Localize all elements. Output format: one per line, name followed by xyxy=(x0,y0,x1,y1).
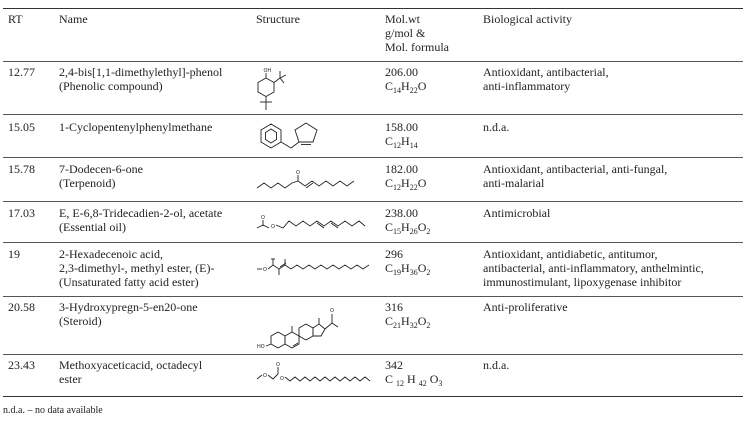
formula-part: O xyxy=(417,314,427,328)
formula-part: 14 xyxy=(393,86,402,95)
formula-part: 14 xyxy=(409,141,418,150)
name-line: (Unsaturated fatty acid ester) xyxy=(59,275,199,289)
bio-line: antibacterial, anti-inflammatory, anthelmintic, xyxy=(483,261,704,275)
molwt-value: 296 xyxy=(385,247,403,261)
name-line: ester xyxy=(59,372,82,386)
rt-cell: 15.78 xyxy=(8,162,35,176)
header-structure: Structure xyxy=(256,12,300,26)
bio-line: Antioxidant, antidiabetic, antitumor, xyxy=(483,247,658,261)
o-label: O xyxy=(261,215,265,221)
molwt-cell xyxy=(385,206,430,234)
formula-part: O xyxy=(426,372,439,386)
mol-formula xyxy=(385,314,430,328)
mol-formula xyxy=(385,79,426,93)
o-label: O xyxy=(263,373,267,379)
mol-formula xyxy=(385,134,418,148)
mol-formula xyxy=(385,220,430,234)
molwt-cell xyxy=(385,358,442,386)
bio-line: Antimicrobial xyxy=(483,206,551,220)
formula-part: 12 xyxy=(393,183,402,192)
molwt-cell xyxy=(385,162,426,190)
name-line: (Essential oil) xyxy=(59,220,126,234)
o-label: O xyxy=(280,376,284,382)
mol-formula xyxy=(385,372,442,386)
rt-cell: 23.43 xyxy=(8,358,35,372)
rt-cell: 19 xyxy=(8,247,20,261)
name-cell xyxy=(59,206,222,234)
formula-part: H xyxy=(404,372,419,386)
header-molwt xyxy=(385,12,449,54)
name-line: 2,3-dimethyl-, methyl ester, (E)- xyxy=(59,261,215,275)
bio-line: immunostimulant, lipoxygenase inhibitor xyxy=(483,275,682,289)
formula-part: 21 xyxy=(393,321,402,330)
formula-part: 3 xyxy=(438,379,443,388)
structure-phenol xyxy=(254,64,294,112)
table-bottom-rule xyxy=(3,396,743,397)
table-top-rule xyxy=(3,8,743,9)
name-line: 1-Cyclopentenylphenylmethane xyxy=(59,120,213,134)
name-line: Methoxyaceticacid, octadecyl xyxy=(59,358,203,372)
name-line: (Phenolic compound) xyxy=(59,79,163,93)
formula-part: C xyxy=(385,176,394,190)
formula-part: 19 xyxy=(393,268,402,277)
formula-part: 22 xyxy=(409,183,418,192)
formula-part: H xyxy=(401,134,410,148)
formula-part: 2 xyxy=(426,268,431,277)
molwt-cell xyxy=(385,247,430,275)
molwt-value: 158.00 xyxy=(385,120,418,134)
name-line: 2,4-bis[1,1-dimethylethyl]-phenol xyxy=(59,65,223,79)
formula-part: 12 xyxy=(396,379,405,388)
name-cell xyxy=(59,247,214,289)
structure-steroid xyxy=(254,298,354,354)
structure-hexadecenoate xyxy=(255,255,371,281)
formula-part: 42 xyxy=(418,379,427,388)
header-molwt-line: Mol. formula xyxy=(385,40,449,54)
bio-line: n.d.a. xyxy=(483,120,510,134)
name-line: E, E-6,8-Tridecadien-2-ol, acetate xyxy=(59,206,223,220)
bio-cell xyxy=(483,358,509,372)
o-label: O xyxy=(263,267,267,273)
molwt-value: 182.00 xyxy=(385,162,418,176)
formula-part: 2 xyxy=(426,227,431,236)
table-footnote: n.d.a. – no data available xyxy=(3,405,103,416)
bio-cell xyxy=(483,120,509,134)
o-label: O xyxy=(271,224,275,230)
o-label: O xyxy=(330,308,334,314)
name-cell xyxy=(59,162,143,190)
formula-part: 2 xyxy=(426,321,431,330)
name-cell xyxy=(59,120,212,134)
formula-part: 12 xyxy=(393,141,402,150)
mol-formula xyxy=(385,261,430,275)
header-molwt-line: Mol.wt xyxy=(385,12,421,26)
molwt-value: 238.00 xyxy=(385,206,418,220)
bio-cell xyxy=(483,65,609,93)
formula-part: O xyxy=(417,261,427,275)
formula-part: 22 xyxy=(409,86,418,95)
formula-part: H xyxy=(401,79,410,93)
bio-line: anti-malarial xyxy=(483,176,545,190)
header-bio: Biological activity xyxy=(483,12,572,26)
formula-part: O xyxy=(417,79,427,93)
formula-part: 32 xyxy=(409,321,418,330)
oh-label: OH xyxy=(263,68,272,74)
structure-cyclopentenyl xyxy=(257,118,325,154)
rt-cell: 20.58 xyxy=(8,300,35,314)
formula-part: O xyxy=(417,176,427,190)
row-divider xyxy=(3,114,743,115)
bio-line: Anti-proliferative xyxy=(483,300,568,314)
name-line: (Terpenoid) xyxy=(59,176,116,190)
name-cell xyxy=(59,358,202,386)
molwt-value: 206.00 xyxy=(385,65,418,79)
o-label: O xyxy=(276,362,280,368)
bio-line: anti-inflammatory xyxy=(483,79,571,93)
molwt-value: 342 xyxy=(385,358,403,372)
header-molwt-line: g/mol & xyxy=(385,26,426,40)
bio-line: Antioxidant, antibacterial, xyxy=(483,65,609,79)
formula-part: C xyxy=(385,220,394,234)
rt-cell: 17.03 xyxy=(8,206,35,220)
formula-part: H xyxy=(401,220,410,234)
name-cell xyxy=(59,300,198,328)
header-bottom-rule xyxy=(3,61,743,62)
bio-line: n.d.a. xyxy=(483,358,510,372)
bio-cell xyxy=(483,247,704,289)
molwt-value: 316 xyxy=(385,300,403,314)
bio-cell xyxy=(483,162,667,190)
formula-part: H xyxy=(401,314,410,328)
formula-part: O xyxy=(417,220,427,234)
formula-part: C xyxy=(385,134,394,148)
name-line: 2-Hexadecenoic acid, xyxy=(59,247,163,261)
rt-cell: 15.05 xyxy=(8,120,35,134)
formula-part: C xyxy=(385,261,394,275)
row-divider xyxy=(3,157,743,158)
name-line: 7-Dodecen-6-one xyxy=(59,162,143,176)
header-rt: RT xyxy=(8,12,23,26)
structure-tridecadienol xyxy=(255,207,367,235)
mol-formula xyxy=(385,176,426,190)
formula-part: 26 xyxy=(409,227,418,236)
name-line: (Steroid) xyxy=(59,314,102,328)
formula-part: 36 xyxy=(409,268,418,277)
formula-part: C xyxy=(385,372,397,386)
formula-part: H xyxy=(401,261,410,275)
ho-label: HO xyxy=(257,344,265,350)
formula-part: C xyxy=(385,314,394,328)
header-name: Name xyxy=(59,12,88,26)
row-divider xyxy=(3,201,743,202)
o-label: O xyxy=(296,170,300,176)
molwt-cell xyxy=(385,65,426,93)
structure-dodecenone xyxy=(255,166,365,196)
row-divider xyxy=(3,354,743,355)
formula-part: 15 xyxy=(393,227,402,236)
bio-line: Antioxidant, antibacterial, anti-fungal, xyxy=(483,162,668,176)
rt-cell: 12.77 xyxy=(8,65,35,79)
formula-part: H xyxy=(401,176,410,190)
structure-methoxyacetate xyxy=(255,361,373,387)
row-divider xyxy=(3,296,743,297)
molwt-cell xyxy=(385,300,430,328)
row-divider xyxy=(3,242,743,243)
name-cell xyxy=(59,65,222,93)
molwt-cell xyxy=(385,120,418,148)
bio-cell xyxy=(483,300,568,314)
formula-part: C xyxy=(385,79,394,93)
name-line: 3-Hydroxypregn-5-en20-one xyxy=(59,300,198,314)
bio-cell xyxy=(483,206,550,220)
